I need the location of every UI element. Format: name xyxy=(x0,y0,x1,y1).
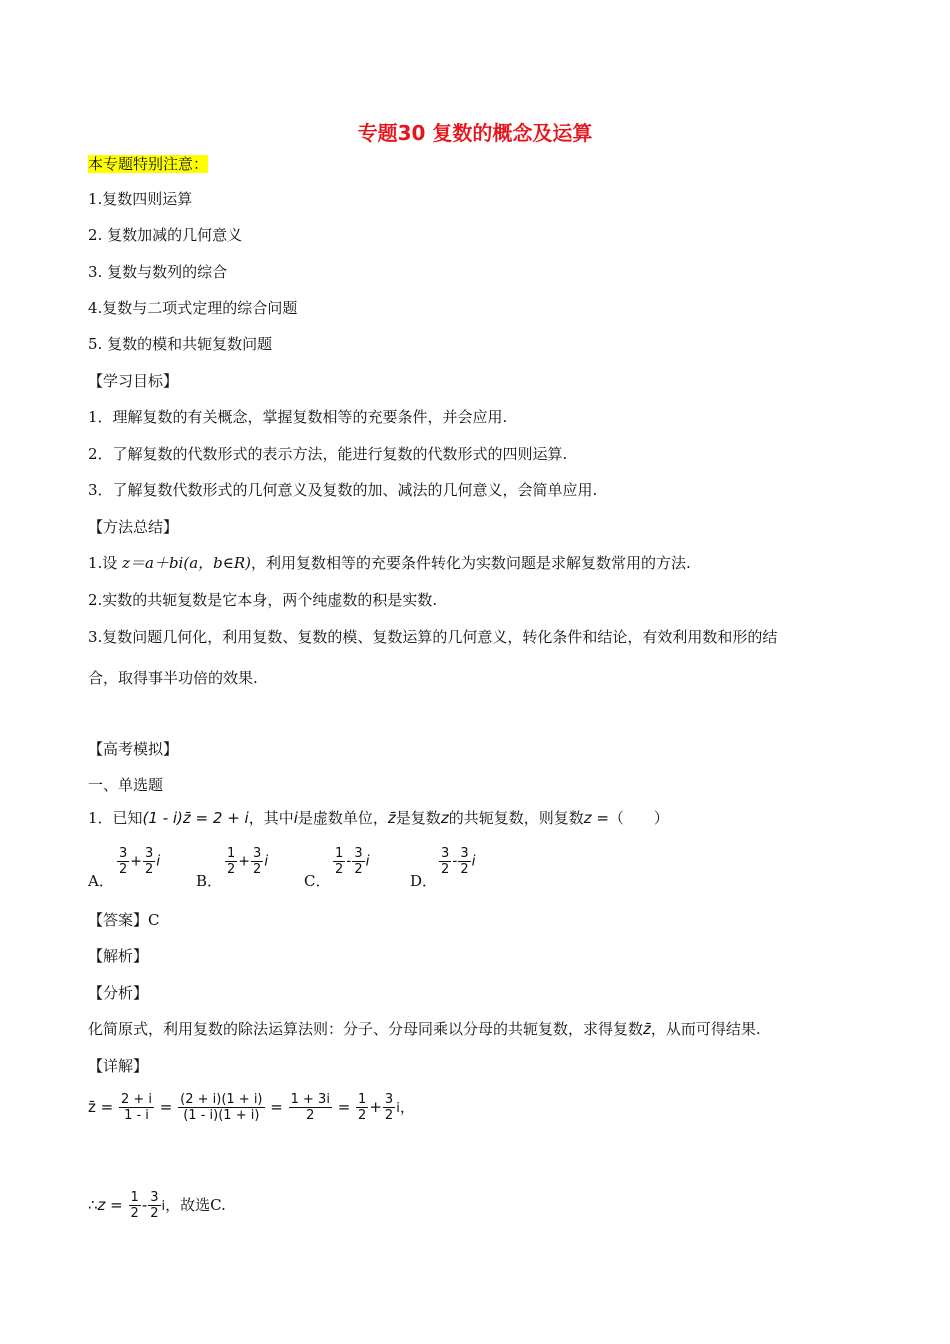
method-2: 2.实数的共轭复数是它本身，两个纯虚数的积是实数. xyxy=(88,591,438,609)
page-title: 专题30 复数的概念及运算 xyxy=(357,121,593,145)
method-1: 1.设 z＝a＋bi(a，b∈R)，利用复数相等的充要条件转化为实数问题是求解复数常用的方法. xyxy=(88,554,691,572)
fenxi-heading: 【分析】 xyxy=(88,984,149,1002)
method-3-line-1: 3.复数问题几何化，利用复数、复数的模、复数运算的几何意义，转化条件和结论，有效利用数和形的结 xyxy=(88,628,778,646)
note-item-2: 2. 复数加减的几何意义 xyxy=(88,226,243,244)
note-item-3: 3. 复数与数列的综合 xyxy=(88,263,228,281)
method-3-line-2: 合，取得事半功倍的效果. xyxy=(88,669,258,687)
detail-heading: 【详解】 xyxy=(88,1057,149,1075)
note-item-4: 4.复数与二项式定理的综合问题 xyxy=(88,299,298,317)
conclusion: ∴z = $\frac{1}{2}$ - $\frac{3}{2}$ i，故选C. xyxy=(88,1190,226,1221)
fenxi-text: 化简原式，利用复数的除法运算法则：分子、分母同乘以分母的共轭复数，求得复数z̄，从而可得结果. xyxy=(88,1020,761,1038)
goals-heading: 【学习目标】 xyxy=(88,372,179,390)
goal-2: 2．了解复数的代数形式的表示方法，能进行复数的代数形式的四则运算. xyxy=(88,445,568,463)
goal-1: 1．理解复数的有关概念，掌握复数相等的充要条件，并会应用. xyxy=(88,408,508,426)
question-equation: (1 - i)z̄ = 2 + i xyxy=(142,809,249,827)
mock-heading: 【高考模拟】 xyxy=(88,740,179,758)
note-heading: 本专题特别注意： xyxy=(88,155,209,173)
methods-heading: 【方法总结】 xyxy=(88,518,179,536)
question-1: 1．已知(1 - i)z̄ = 2 + i，其中i是虚数单位，z̄是复数z的共轭复数，则复数z =（ ） xyxy=(88,809,669,827)
note-item-1: 1.复数四则运算 xyxy=(88,190,193,208)
section-title: 一、单选题 xyxy=(88,776,164,794)
answer: 【答案】C xyxy=(88,911,160,929)
calculation: z̄ = $\frac{2 + i}{1 - i}$ = $\frac{(2 + i)(1 + i)}{(1 - i)(1 + i)}$ = $\frac{1 + 3i}{2}$ = $\frac{1}{2}$ + $\frac{3}{2}$ i， xyxy=(88,1092,415,1123)
note-item-5: 5. 复数的模和共轭复数问题 xyxy=(88,335,273,353)
goal-3: 3．了解复数代数形式的几何意义及复数的加、减法的几何意义，会简单应用. xyxy=(88,481,598,499)
analysis-heading: 【解析】 xyxy=(88,947,149,965)
